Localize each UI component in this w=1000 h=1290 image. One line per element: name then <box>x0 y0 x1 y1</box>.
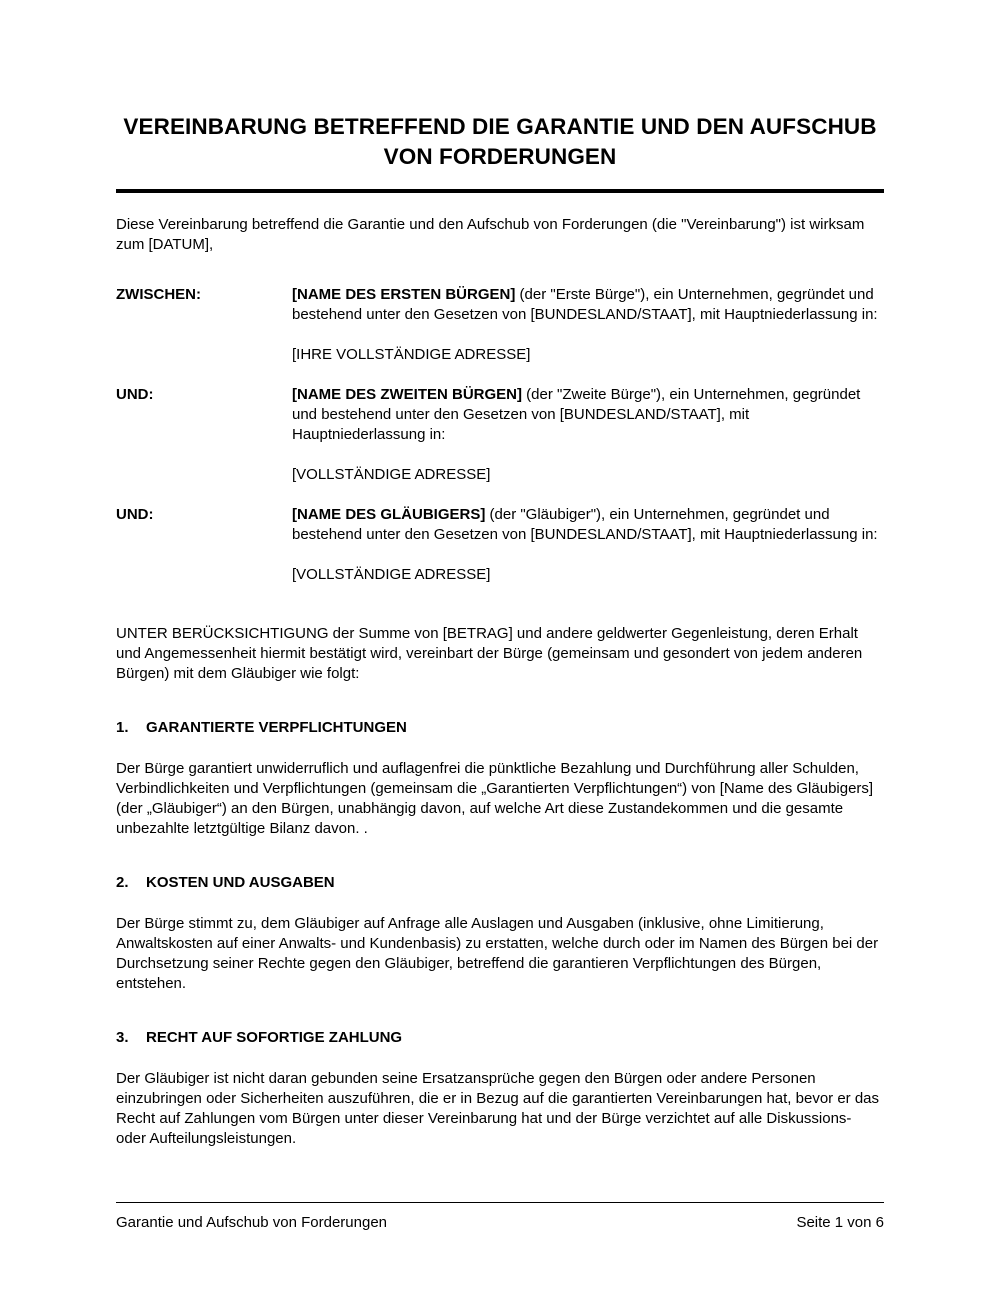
page-footer <box>116 1202 884 1233</box>
party-details <box>292 505 884 585</box>
section-number: 2. <box>116 874 129 891</box>
footer-page-number: Seite 1 von 6 <box>796 1214 884 1231</box>
party-details <box>292 385 884 485</box>
section-number: 1. <box>116 719 129 736</box>
consideration-paragraph: UNTER BERÜCKSICHTIGUNG der Summe von [BETRAG] und andere geldwerter Gegenleistung, deren Erhalt und Angemessenheit hiermit bestätigt wird, vereinbart der Bürge (gemeinsam und gesondert von jedem anderen Bürgen) mit dem Gläubiger wie folgt: <box>116 625 863 682</box>
party-address: [VOLLSTÄNDIGE ADRESSE] <box>292 566 491 583</box>
section-body: Der Bürge stimmt zu, dem Gläubiger auf Anfrage alle Auslagen und Ausgaben (inklusive, ohne Limitierung, Anwaltskosten auf einer Anwalts- und Kundenbasis) zu erstatten, welche durch oder im Namen des Bürgen bei der Durchsetzung seiner Rechte gegen den Gläubiger, betreffend die garantieren Verpflichtungen des Bürgen, entstehen. <box>116 915 879 992</box>
party-row <box>116 285 884 365</box>
intro-paragraph: Diese Vereinbarung betreffend die Garantie und den Aufschub von Forderungen (die "Vereinbarung") ist wirksam zum [DATUM], <box>116 216 865 253</box>
party-name: [NAME DES ZWEITEN BÜRGEN] <box>292 386 522 403</box>
section-heading <box>116 1028 884 1048</box>
section-title: RECHT AUF SOFORTIGE ZAHLUNG <box>146 1029 403 1046</box>
party-address: [IHRE VOLLSTÄNDIGE ADRESSE] <box>292 346 531 363</box>
party-row <box>116 385 884 485</box>
footer-divider <box>116 1202 884 1203</box>
footer-document-name: Garantie und Aufschub von Forderungen <box>116 1214 388 1231</box>
party-description <box>292 285 884 325</box>
page-title: VEREINBARUNG BETREFFEND DIE GARANTIE UND DEN AUFSCHUB VON FORDERUNGEN <box>123 114 877 169</box>
party-label: ZWISCHEN: <box>116 286 201 303</box>
party-description-text: (der "Zweite Bürge"), ein Unternehmen, gegründet und bestehend unter den Gesetzen von [BUNDESLAND/STAAT], mit Hauptniederlassung in: <box>292 386 861 443</box>
parties-block <box>116 285 884 585</box>
party-row <box>116 505 884 585</box>
party-description-text: (der "Gläubiger"), ein Unternehmen, gegründet und bestehend unter den Gesetzen von [BUNDESLAND/STAAT], mit Hauptniederlassung in: <box>292 506 878 543</box>
party-description <box>292 385 884 445</box>
section-title: GARANTIERTE VERPFLICHTUNGEN <box>146 719 407 736</box>
party-name: [NAME DES GLÄUBIGERS] <box>292 506 486 523</box>
section-1 <box>116 718 884 839</box>
party-name: [NAME DES ERSTEN BÜRGEN] <box>292 286 516 303</box>
section-body: Der Gläubiger ist nicht daran gebunden seine Ersatzansprüche gegen den Bürgen oder andere Personen einzubringen oder Sicherheiten auszuführen, die er in Bezug auf die garantierten Vereinbarungen hat, bevor er das Recht auf Zahlungen vom Bürgen unter dieser Vereinbarung hat und der Bürge verzichtet auf alle Diskussions- oder Aufteilungsleistungen. <box>116 1070 880 1147</box>
party-description-text: (der "Erste Bürge"), ein Unternehmen, gegründet und bestehend unter den Gesetzen von [BUNDESLAND/STAAT], mit Hauptniederlassung in: <box>292 286 878 323</box>
party-description <box>292 505 884 545</box>
section-title: KOSTEN UND AUSGABEN <box>146 874 335 891</box>
party-details <box>292 285 884 365</box>
document-body <box>116 0 884 1149</box>
footer-row <box>116 1213 884 1233</box>
section-heading <box>116 718 884 738</box>
party-label: UND: <box>116 386 154 403</box>
party-address: [VOLLSTÄNDIGE ADRESSE] <box>292 466 491 483</box>
section-2 <box>116 873 884 994</box>
section-heading <box>116 873 884 893</box>
section-number: 3. <box>116 1029 129 1046</box>
title-divider <box>116 189 884 193</box>
section-body: Der Bürge garantiert unwiderruflich und auflagenfrei die pünktliche Bezahlung und Durchführung aller Schulden, Verbindlichkeiten und Verpflichtungen (gemeinsam die „Garantierten Verpflichtungen“) von [Name des Gläubigers] (der „Gläubiger“) an den Bürgen, unabhängig davon, auf welche Art diese Zustandekommen und die gesamte unbezahlte letztgültige Bilanz davon. . <box>116 760 874 837</box>
section-3 <box>116 1028 884 1149</box>
party-label: UND: <box>116 506 154 523</box>
